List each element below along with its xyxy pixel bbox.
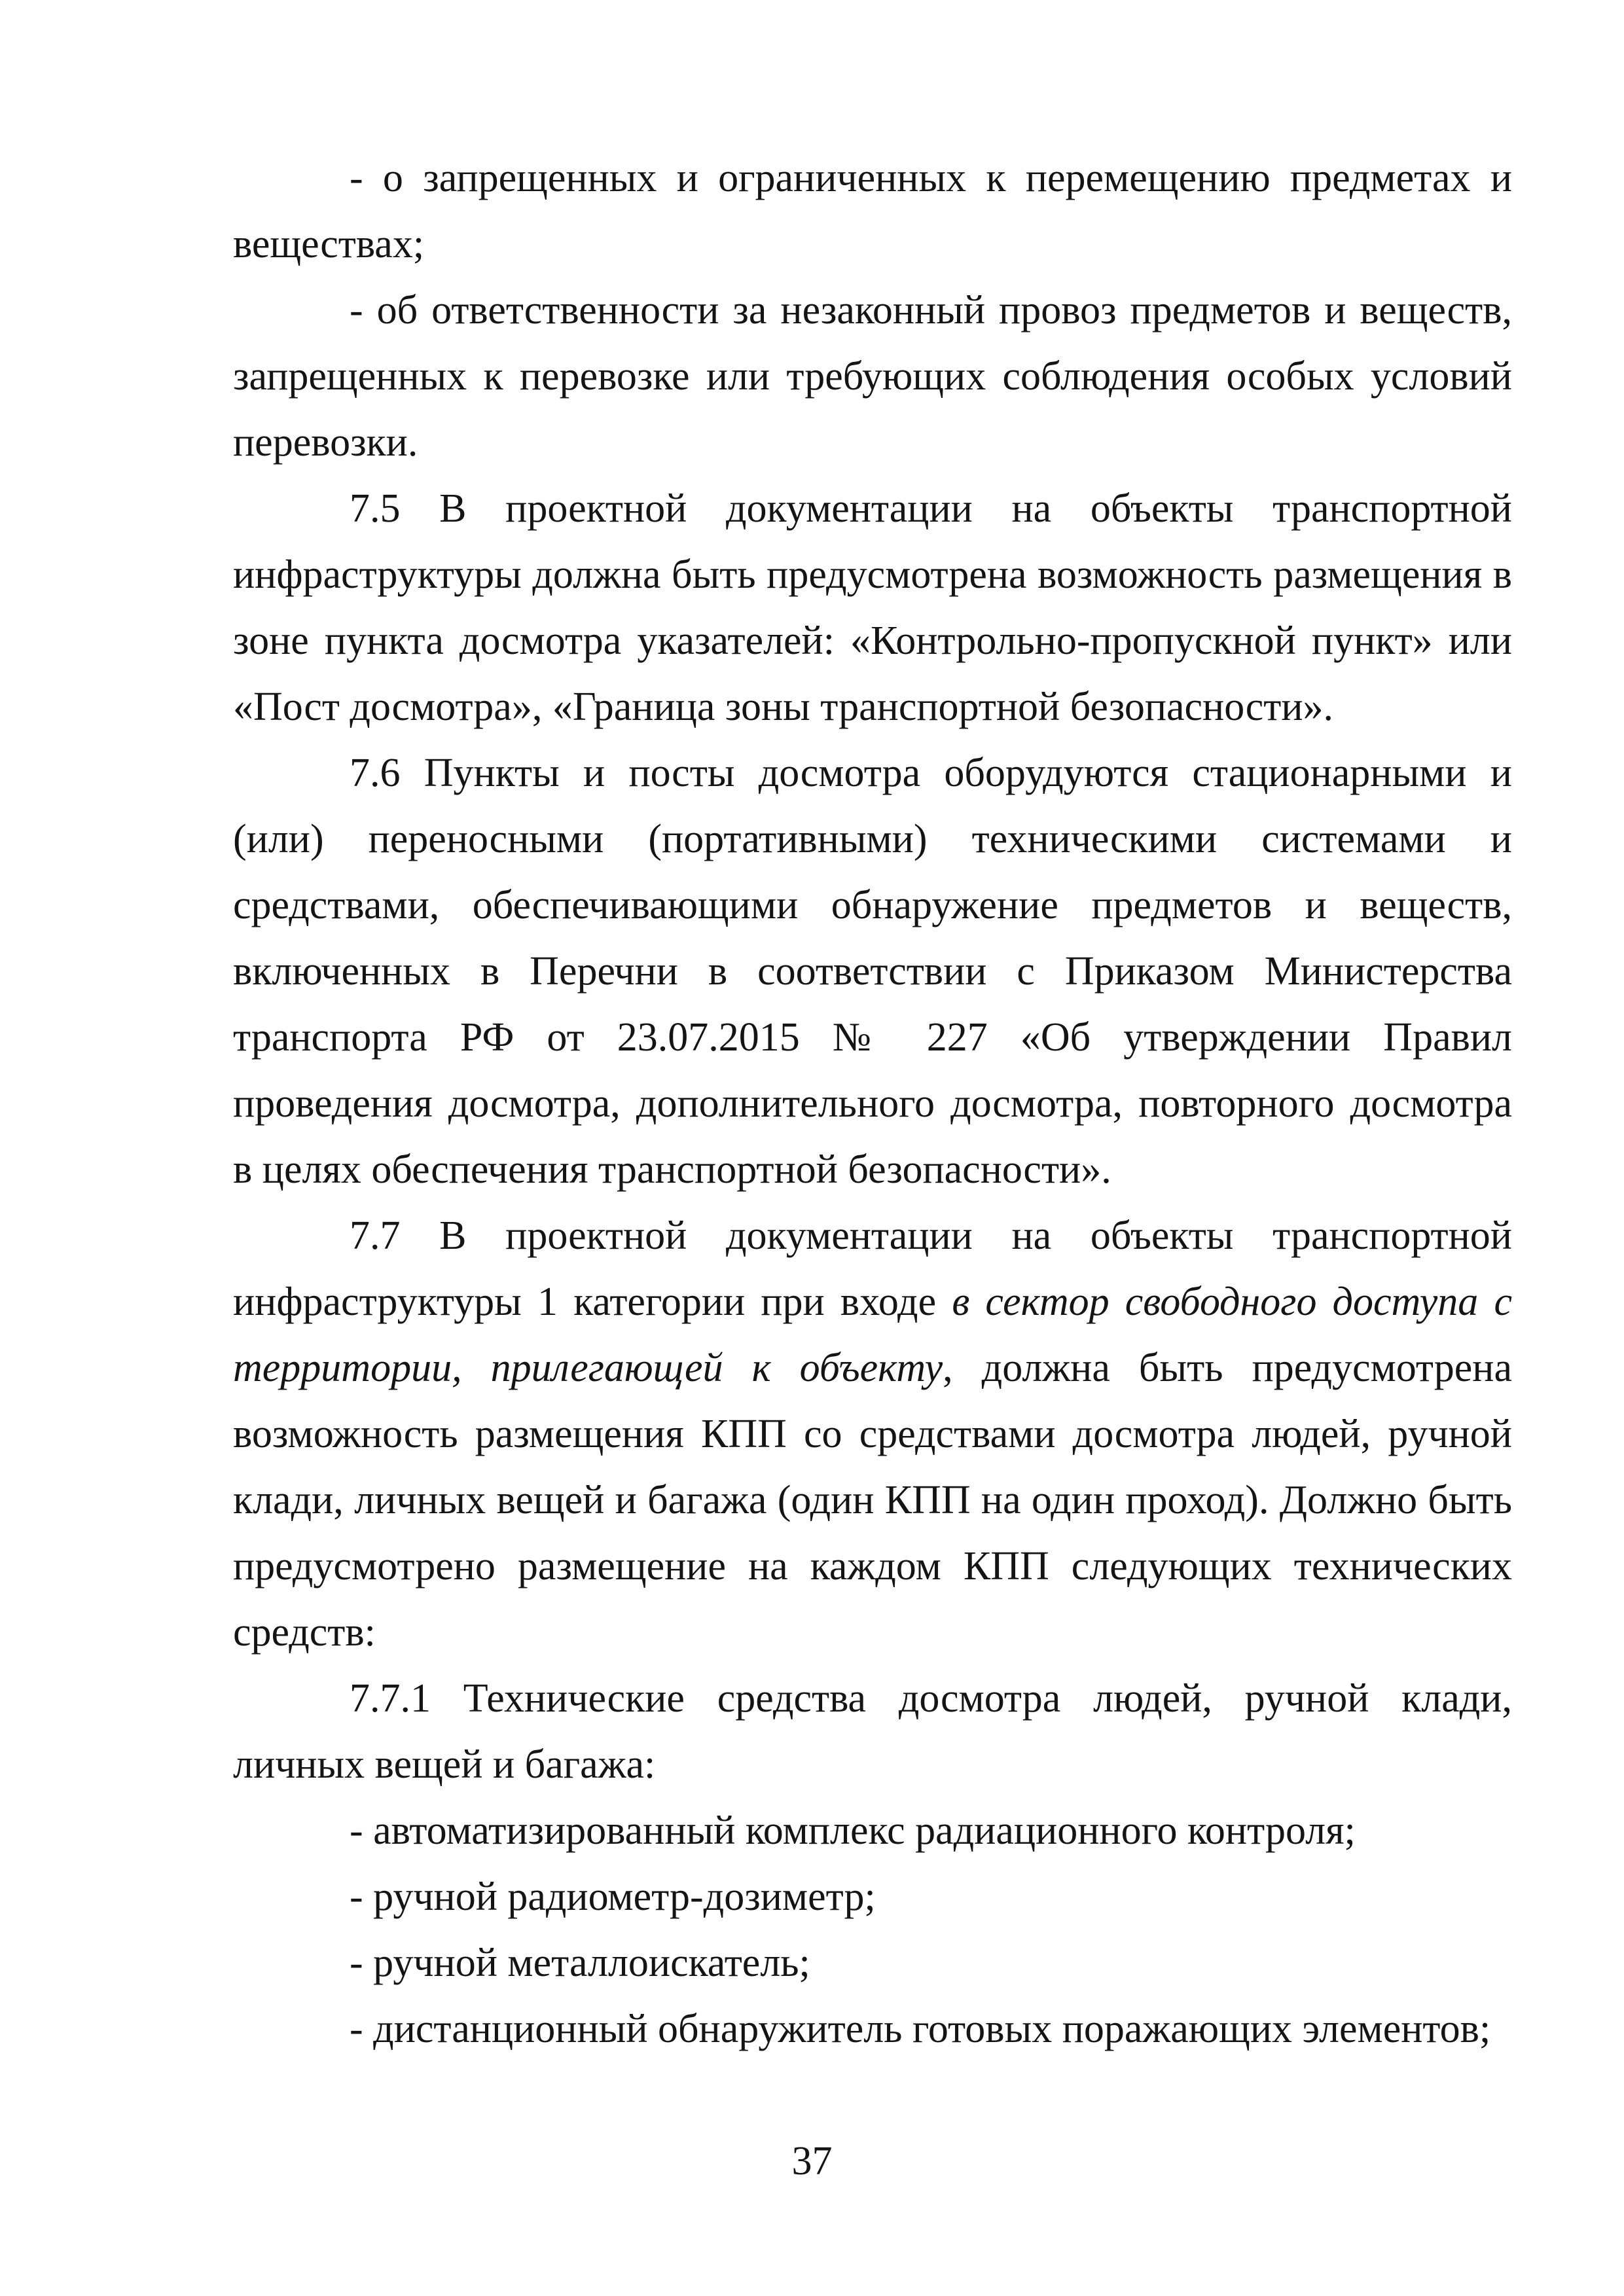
paragraph-7-7-italic: в сектор свободного доступа с территории, прилегающей к объекту	[233, 1280, 1512, 1390]
list-item-radiometer: - ручной радиометр-дозиметр;	[350, 1874, 876, 1919]
paragraph-7-7-lead: 7.7 В проектной документации на объекты транспортной инфраструктуры 1 категории при входе	[233, 1213, 1512, 1324]
paragraph-prohibited-items: - о запрещенных и ограниченных к перемещению предметах и веществах;	[233, 156, 1512, 266]
paragraph-responsibility: - об ответственности за незаконный провоз предметов и веществ, запрещенных к перевозке или требующих соблюдения особых условий перевозки.	[233, 288, 1512, 465]
paragraph-7-6: 7.6 Пункты и посты досмотра оборудуются стационарными и (или) переносными (портативными) техническими системами и средствами, обеспечивающими обнаружение предметов и веществ, включенных в Перечни в соответствии с Приказом Министерства транспорта РФ от 23.07.2015 № 227 «Об утверждении Правил проведения досмотра, дополнительного досмотра, повторного досмотра в целях обеспечения транспортной безопасности».	[233, 751, 1512, 1192]
paragraph-7-7-rest: , должна быть предусмотрена возможность размещения КПП со средствами досмотра людей, ручной клади, личных вещей и багажа (один КПП на один проход). Должно быть предусмотрено размещение на каждом КПП следующих технических средств:	[233, 1346, 1512, 1655]
paragraph-7-7-1: 7.7.1 Технические средства досмотра людей, ручной клади, личных вещей и багажа:	[233, 1676, 1512, 1787]
paragraph-7-7	[233, 1203, 1512, 1666]
list-item-remote-detector: - дистанционный обнаружитель готовых поражающих элементов;	[350, 2007, 1491, 2051]
paragraph-7-5: 7.5 В проектной документации на объекты транспортной инфраструктуры должна быть предусмотрена возможность размещения в зоне пункта досмотра указателей: «Контрольно-пропускной пункт» или «Пост досмотра», «Граница зоны транспортной безопасности».	[233, 486, 1512, 729]
page-number: 37	[791, 2139, 833, 2183]
list-item-radiation-complex: - автоматизированный комплекс радиационного контроля;	[350, 1808, 1356, 1853]
page-body	[233, 145, 1512, 2062]
list-item-metal-detector: - ручной металлоискатель;	[350, 1941, 810, 1985]
